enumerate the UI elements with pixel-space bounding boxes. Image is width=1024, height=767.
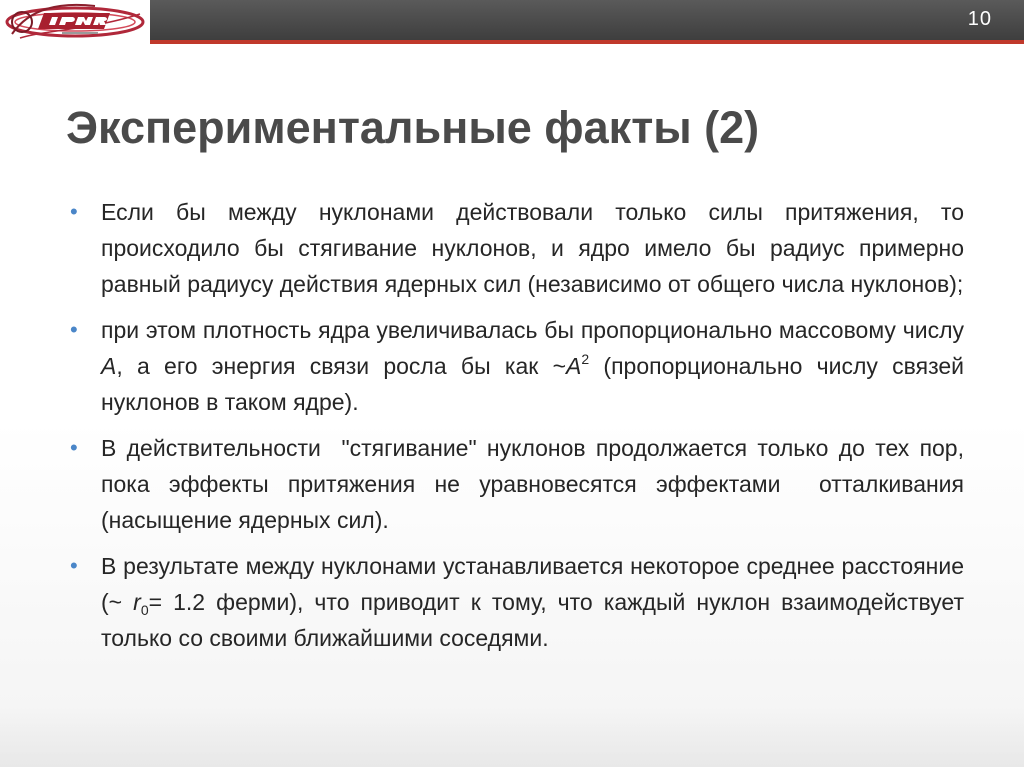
bullet-text-part: В результате между нуклонами устанавливается некоторое среднее расстояние (~ bbox=[101, 553, 964, 615]
bullet-text-part: = 1.2 ферми), что приводит к тому, что каждый нуклон взаимодействует только со своими ближайшими соседями. bbox=[101, 589, 964, 651]
variable-a: A bbox=[101, 353, 117, 379]
slide-title: Экспериментальные факты (2) bbox=[66, 102, 760, 153]
variable-r: r bbox=[133, 589, 141, 615]
accent-line bbox=[150, 40, 1024, 44]
slide-number: 10 bbox=[967, 8, 992, 30]
bullet-text-part: (пропорционально числу связей нуклонов в таком ядре). bbox=[101, 353, 964, 415]
superscript: 2 bbox=[581, 351, 590, 367]
bullet-text bbox=[101, 312, 964, 420]
ipnr-logo-icon bbox=[0, 0, 150, 44]
bullet-item bbox=[70, 194, 964, 302]
bullet-text: Если бы между нуклонами действовали только силы притяжения, то происходило бы стягивание нуклонов, и ядро имело бы радиус примерно равный радиусу действия ядерных сил (независимо от общего числа нуклонов); bbox=[101, 199, 964, 297]
bullet-item bbox=[70, 312, 964, 420]
bullet-text-part: , а его энергия связи росла бы как ~ bbox=[116, 353, 567, 379]
bottom-shade bbox=[0, 707, 1024, 767]
bullet-dot-icon: • bbox=[70, 435, 78, 460]
bullet-dot-icon: • bbox=[70, 317, 78, 342]
bullet-item bbox=[70, 548, 964, 656]
variable-a: A bbox=[566, 353, 582, 379]
bullet-dot-icon: • bbox=[70, 199, 78, 224]
bullet-item bbox=[70, 430, 977, 538]
bullet-text: В действительности "стягивание" нуклонов продолжается только до тех пор, пока эффекты притяжения не уравновесятся эффектами отталкивания (насыщение ядерных сил). bbox=[101, 435, 977, 533]
top-bar bbox=[150, 0, 1024, 40]
logo-area bbox=[0, 0, 150, 44]
bullet-text bbox=[101, 548, 964, 656]
bullet-dot-icon: • bbox=[70, 553, 78, 578]
bullet-list bbox=[70, 194, 977, 666]
subscript: 0 bbox=[140, 602, 149, 618]
bullet-text-part: при этом плотность ядра увеличивалась бы пропорционально массовому числу bbox=[101, 317, 964, 343]
